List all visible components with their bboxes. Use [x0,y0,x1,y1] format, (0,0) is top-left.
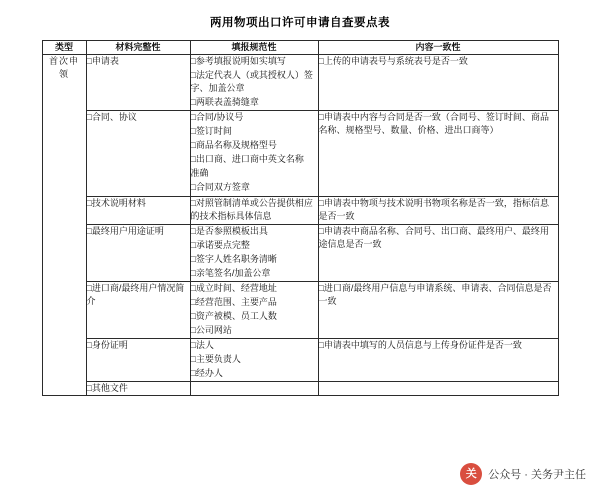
list-item: □亲笔签名/加盖公章 [190,267,271,278]
document-title: 两用物项出口许可申请自查要点表 [210,17,390,29]
consistency-cell [318,224,558,281]
consistency-text: □上传的申请表号与系统表号是否一致 [318,56,468,67]
list-item: □对照管制清单或公告提供相应的技术指标具体信息 [190,197,313,221]
consistency-text: □申请表中物项与技术说明书物项名称是否一致，指标信息是否一致 [318,197,549,221]
consistency-text: □申请表中内容与合同是否一致（合同号、签订时间、商品名称、规格型号、数量、价格、进出口商等） [318,112,549,136]
fill-cell [190,224,318,281]
type-cell-first-application [42,55,86,396]
fill-list [191,197,318,223]
list-item: □法人 [190,339,214,350]
table-row [42,196,558,224]
table-row [42,281,558,338]
watermark-badge [460,463,586,485]
list-item: □主要负责人 [190,354,241,365]
list-item: □公司网站 [190,324,232,335]
material-cell [86,281,190,338]
consistency-text: □进口商/最终用户信息与申请系统、申请表、合同信息是否一致 [318,282,552,306]
fill-list [191,282,318,337]
fill-cell [190,382,318,396]
list-item: □资产被模、员工人数 [190,310,277,321]
material-cell [86,338,190,381]
consistency-cell [318,338,558,381]
self-check-table [42,40,559,396]
list-item: □签订时间 [190,126,232,137]
watermark-text: 公众号 · 关务尹主任 [488,469,586,481]
fill-list [191,339,318,380]
header-material-completeness: 材料完整性 [86,41,190,55]
table-body [42,55,558,396]
material-label: □其他文件 [86,383,128,394]
consistency-cell [318,55,558,111]
table-row [42,111,558,196]
list-item: □法定代表人（或其授权人）签字、加盖公章 [190,70,313,94]
list-item: □商品名称及规格型号 [190,140,277,151]
fill-cell [190,281,318,338]
material-label: □身份证明 [86,339,128,350]
list-item: □出口商、进口商中英文名称 [190,154,304,165]
table-row [42,338,558,381]
material-label: □申请表 [86,56,119,67]
table-row [42,224,558,281]
material-label: □最终用户用途证明 [86,225,164,236]
material-cell [86,224,190,281]
material-cell [86,196,190,224]
list-item: □经办人 [190,368,223,379]
consistency-cell [318,196,558,224]
list-item: □两联表盖骑缝章 [190,97,259,108]
header-type: 类型 [42,41,86,55]
material-label: □合同、协议 [86,112,137,123]
consistency-cell [318,111,558,196]
fill-list [191,225,318,280]
list-item: □是否参照模板出具 [190,225,268,236]
consistency-cell [318,281,558,338]
type-label: 首次申领 [48,56,79,80]
material-cell [86,382,190,396]
consistency-text: □申请表中填写的人员信息与上传身份证件是否一致 [318,339,522,350]
material-cell [86,55,190,111]
list-item-extra: 准确 [190,168,209,179]
header-fill-standard: 填报规范性 [190,41,318,55]
consistency-cell [318,382,558,396]
material-label: □技术说明材料 [86,197,146,208]
fill-cell [190,338,318,381]
material-cell [86,111,190,196]
list-item: □合同/协议号 [190,112,244,123]
fill-cell [190,111,318,196]
table-row [42,382,558,396]
fill-cell [190,55,318,111]
fill-cell [190,196,318,224]
table-row [42,55,558,111]
list-item: □参考填报说明如实填写 [190,56,286,67]
list-item: □成立时间、经营地址 [190,282,277,293]
consistency-text: □申请表中商品名称、合同号、出口商、最终用户、最终用途信息是否一致 [318,225,549,249]
header-content-consistency: 内容一致性 [318,41,558,55]
list-item: □合同双方签章 [190,182,250,193]
avatar: 关 [460,463,482,485]
list-item: □承诺要点完整 [190,239,250,250]
table-header [42,41,558,55]
table-header-row [42,41,558,55]
material-label: □进口商/最终用户情况简介 [86,282,185,306]
list-item: □签字人姓名职务清晰 [190,253,277,264]
list-item: □经营范围、主要产品 [190,296,277,307]
fill-list [191,55,318,109]
fill-list [191,111,318,194]
